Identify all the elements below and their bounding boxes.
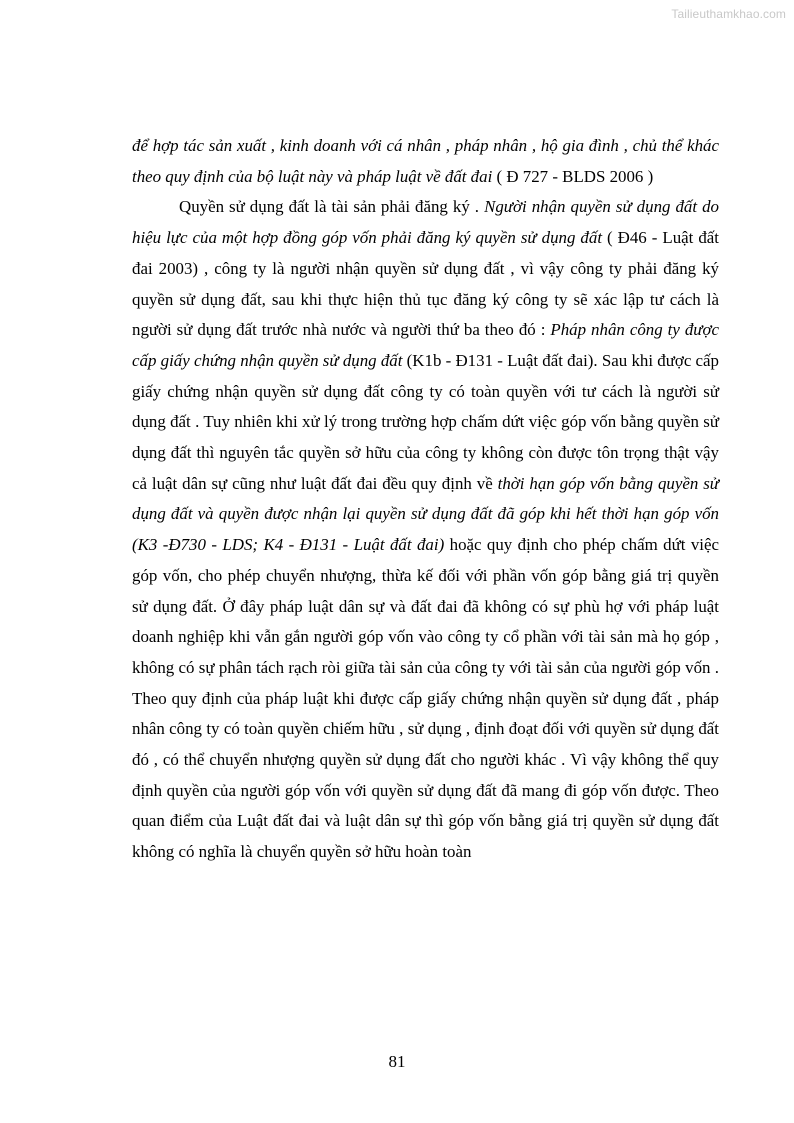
page-number: 81: [388, 1052, 406, 1071]
paragraph-land-use-rights: [132, 192, 719, 867]
text-segment: ( Đ46 - Luật đất đai 2003) , công ty là người nhận quyền sử dụng đất , vì vậy công ty phải đăng ký quyền sử dụng đất, sau khi thực hiện thủ tục đăng ký công ty sẽ xác lập tư cách là người sử dụng đất trước nhà nước và người thứ ba theo đó :: [132, 228, 719, 340]
text-segment: (K1b - Đ131 - Luật đất đai). Sau khi được cấp giấy chứng nhận quyền sử dụng đất công ty có toàn quyền với tư cách là người sử dụng đất . Tuy nhiên khi xử lý trong trường hợp chấm dứt việc góp vốn bằng quyền sử dụng đất thì nguyên tắc quyền sở hữu của công ty không còn được tôn trọng thật vậy cả luật dân sự cũng như luật đất đai đều quy định về: [132, 350, 719, 493]
italic-segment: Người nhận quyền sử dụng đất do hiệu lực của một hợp đồng góp vốn phải đăng ký quyền sử dụng đất: [132, 197, 719, 248]
citation-text: ( Đ 727 - BLDS 2006 ): [492, 166, 654, 186]
italic-clause: để hợp tác sản xuất , kinh doanh với cá nhân , pháp nhân , hộ gia đình , chủ thể khác theo quy định của bộ luật này và pháp luật về đất đai: [132, 136, 719, 186]
italic-segment: Pháp nhân công ty được cấp giấy chứng nhận quyền sử dụng đất: [132, 320, 719, 370]
document-body: [132, 131, 719, 868]
text-segment: Quyền sử dụng đất là tài sản phải đăng ký .: [179, 197, 485, 217]
watermark-text: Tailieuthamkhao.com: [671, 7, 786, 21]
text-segment: hoặc quy định cho phép chấm dứt việc góp vốn, cho phép chuyển nhượng, thừa kế đối với phần vốn góp bằng giá trị quyền sử dụng đất. Ở đây pháp luật dân sự và đất đai đã không có sự phù hợ với pháp luật doanh nghiệp khi vẫn gắn người góp vốn vào công ty cổ phần với tài sản mà họ góp , không có sự phân tách rạch ròi giữa tài sản của công ty với tài sản của người góp vốn . Theo quy định của pháp luật khi được cấp giấy chứng nhận quyền sử dụng đất , pháp nhân công ty có toàn quyền chiếm hữu , sử dụng , định đoạt đối với quyền sử dụng đất đó , có thể chuyển nhượng quyền sử dụng đất cho người khác . Vì vậy không thể quy định quyền của người góp vốn với quyền sử dụng đất đã mang đi góp vốn được. Theo quan điểm của Luật đất đai và luật dân sự thì góp vốn bằng giá trị quyền sử dụng đất không có nghĩa là chuyển quyền sở hữu hoàn toàn: [132, 535, 719, 862]
italic-segment: thời hạn góp vốn bằng quyền sử dụng đất và quyền được nhận lại quyền sử dụng đất đã góp khi hết thời hạn góp vốn (K3 -Đ730 - LDS; K4 - Đ131 - Luật đất đai): [132, 473, 719, 555]
paragraph-continuation: [132, 131, 719, 192]
